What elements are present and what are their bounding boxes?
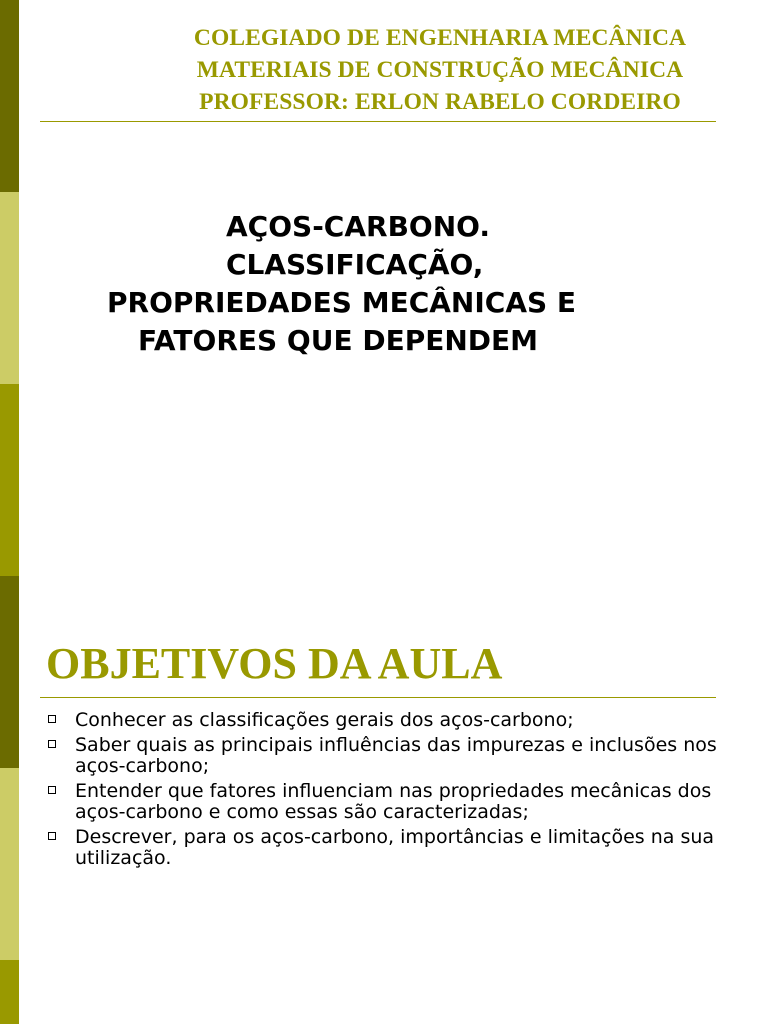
objectives-list: [46, 710, 736, 873]
hollow-square-bullet-icon: [48, 715, 56, 723]
list-item-text: Descrever, para os aços-carbono, importâncias e limitações na sua utilização.: [75, 826, 715, 869]
list-item-text: Entender que fatores influenciam nas propriedades mecânicas dos aços-carbono e como essas são caracterizadas;: [75, 780, 712, 823]
list-item-text: Conhecer as classificações gerais dos aços-carbono;: [75, 709, 574, 731]
header-divider: [40, 121, 716, 122]
header-line-3: PROFESSOR: ERLON RABELO CORDEIRO: [199, 89, 681, 115]
hollow-square-bullet-icon: [48, 832, 56, 840]
list-item: [46, 781, 736, 823]
header-line-1: COLEGIADO DE ENGENHARIA MECÂNICA: [193, 25, 687, 51]
objectives-divider: [40, 697, 716, 698]
stripe-block-3: [0, 384, 19, 576]
hollow-square-bullet-icon: [48, 740, 56, 748]
title-line-3: PROPRIEDADES MECÂNICAS E: [107, 286, 577, 319]
stripe-block-6: [0, 960, 19, 1024]
header-line-2: MATERIAIS DE CONSTRUÇÃO MECÂNICA: [196, 57, 684, 83]
list-item: [46, 710, 736, 731]
stripe-block-5: [0, 768, 19, 960]
title-line-4: FATORES QUE DEPENDEM: [138, 324, 539, 357]
list-item: [46, 827, 736, 869]
stripe-block-1: [0, 0, 19, 192]
title-line-2: CLASSIFICAÇÃO,: [226, 248, 484, 281]
list-item-text: Saber quais as principais influências das impurezas e inclusões nos aços-carbono;: [75, 734, 717, 777]
stripe-block-4: [0, 576, 19, 768]
slide-header: [112, 22, 768, 118]
stripe-block-2: [0, 192, 19, 384]
list-item: [46, 735, 736, 777]
objectives-heading: OBJETIVOS DA AULA: [46, 639, 503, 688]
hollow-square-bullet-icon: [48, 786, 56, 794]
title-line-1: AÇOS-CARBONO.: [226, 210, 490, 243]
